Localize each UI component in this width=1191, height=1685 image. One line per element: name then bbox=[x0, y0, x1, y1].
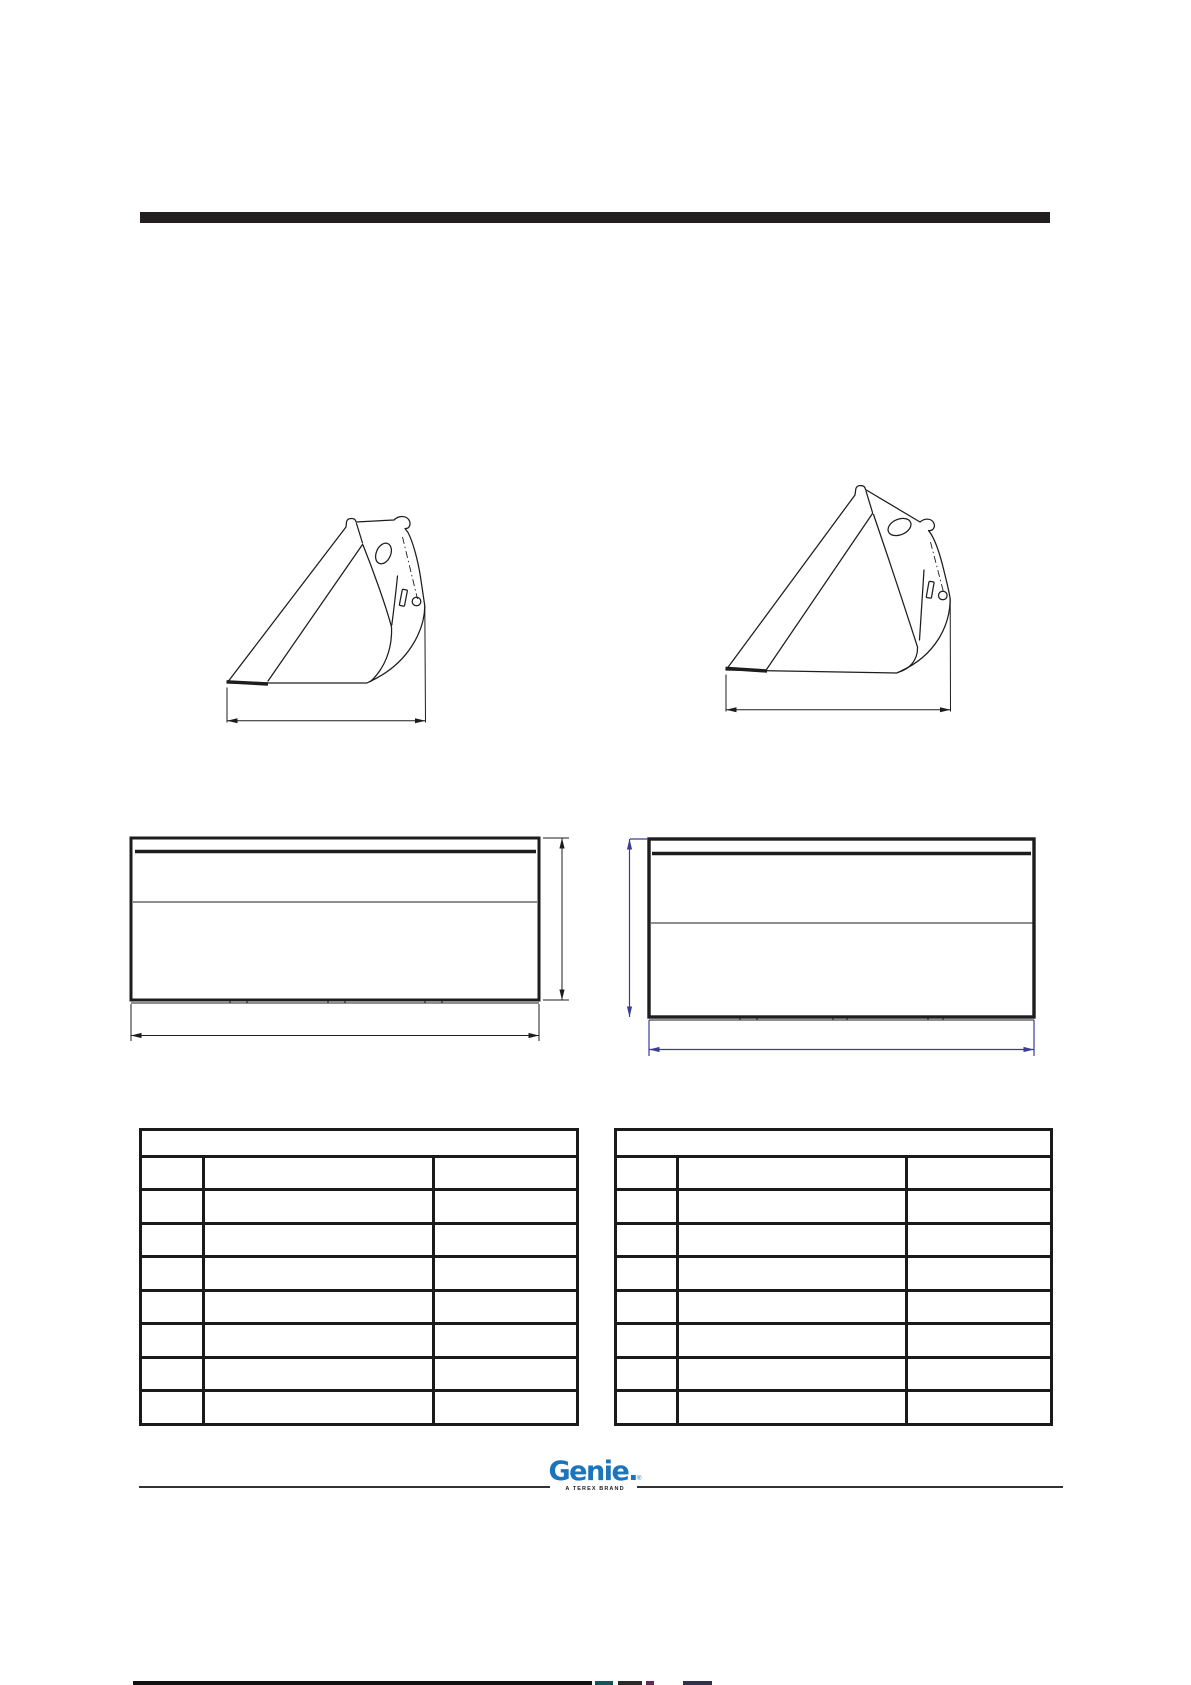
page-edge-artifact-bar bbox=[133, 1681, 592, 1685]
width-dimension bbox=[131, 1004, 539, 1041]
table-cell bbox=[906, 1324, 1051, 1358]
bucket-inner-diagonal bbox=[268, 545, 363, 682]
table-cell bbox=[203, 1223, 433, 1257]
table-cell bbox=[615, 1324, 677, 1358]
table-cell bbox=[433, 1324, 577, 1358]
bucket-side-view-left bbox=[200, 460, 450, 735]
table-cell bbox=[615, 1223, 677, 1257]
table-cell bbox=[140, 1391, 203, 1425]
table-cell bbox=[203, 1257, 433, 1291]
table-cell bbox=[677, 1290, 906, 1324]
spill-guard-inner-edge bbox=[357, 524, 363, 544]
table-cell bbox=[615, 1391, 677, 1425]
table-cell bbox=[433, 1156, 577, 1190]
bucket-inner-shell bbox=[874, 515, 918, 673]
bracket-lower-edge bbox=[392, 576, 398, 625]
pin-centerline bbox=[931, 542, 944, 592]
table-cell bbox=[906, 1391, 1051, 1425]
registered-mark: ® bbox=[637, 1476, 642, 1482]
table-cell bbox=[203, 1156, 433, 1190]
table-cell bbox=[140, 1324, 203, 1358]
spec-table-right bbox=[614, 1128, 1053, 1426]
page-edge-artifact bbox=[618, 1681, 642, 1685]
table-cell bbox=[906, 1223, 1051, 1257]
lift-hole bbox=[885, 515, 913, 539]
table-row bbox=[615, 1391, 1051, 1425]
bucket-front-view-right bbox=[600, 820, 1070, 1065]
table-row bbox=[140, 1324, 577, 1358]
table-cell bbox=[140, 1290, 203, 1324]
footer-rule-left bbox=[139, 1486, 550, 1488]
table-cell bbox=[140, 1156, 203, 1190]
table-cell bbox=[615, 1357, 677, 1391]
table-cell bbox=[615, 1257, 677, 1291]
genie-tagline: A TEREX BRAND bbox=[565, 1486, 625, 1492]
table-cell bbox=[203, 1324, 433, 1358]
table-row bbox=[140, 1290, 577, 1324]
table-cell bbox=[677, 1391, 906, 1425]
table-row bbox=[140, 1223, 577, 1257]
dim-arrow-right bbox=[940, 707, 951, 712]
table-title-band bbox=[140, 1129, 577, 1156]
table-row bbox=[140, 1391, 577, 1425]
height-dimension bbox=[543, 838, 569, 1000]
page-edge-artifact bbox=[595, 1681, 613, 1685]
table-row bbox=[615, 1156, 1051, 1190]
table-cell bbox=[203, 1391, 433, 1425]
table-cell bbox=[677, 1156, 906, 1190]
table-cell bbox=[203, 1190, 433, 1224]
table-cell bbox=[906, 1156, 1051, 1190]
table-cell bbox=[677, 1223, 906, 1257]
table-row bbox=[140, 1190, 577, 1224]
table-row bbox=[140, 1156, 577, 1190]
extension-line-right bbox=[425, 606, 426, 723]
pin-slot bbox=[926, 581, 934, 598]
table-cell bbox=[906, 1190, 1051, 1224]
table-cell bbox=[140, 1357, 203, 1391]
table-cell bbox=[615, 1156, 677, 1190]
bucket-front-view-left bbox=[110, 820, 590, 1055]
dim-arrow-left bbox=[227, 718, 238, 723]
page-edge-artifact bbox=[683, 1681, 712, 1685]
genie-wordmark: Genie. bbox=[548, 1456, 638, 1487]
table-cell bbox=[615, 1290, 677, 1324]
table-cell bbox=[140, 1190, 203, 1224]
table-cell bbox=[433, 1290, 577, 1324]
table-row bbox=[615, 1257, 1051, 1291]
bucket-side-view-right bbox=[700, 430, 975, 725]
table-row bbox=[615, 1190, 1051, 1224]
page-edge-artifact bbox=[646, 1681, 654, 1685]
table-cell bbox=[906, 1257, 1051, 1291]
section-heading-bar bbox=[140, 212, 1050, 223]
table-cell bbox=[906, 1290, 1051, 1324]
table-cell bbox=[203, 1290, 433, 1324]
spill-guard-inner-edge bbox=[866, 491, 873, 513]
pin-slot bbox=[399, 589, 407, 606]
table-cell bbox=[677, 1257, 906, 1291]
table-row bbox=[140, 1257, 577, 1291]
footer-rule-right bbox=[637, 1486, 1063, 1488]
table-row bbox=[615, 1357, 1051, 1391]
width-dimension-blue bbox=[649, 1020, 1034, 1056]
table-cell bbox=[677, 1357, 906, 1391]
cutting-edge bbox=[227, 682, 269, 684]
lift-hole bbox=[373, 541, 395, 567]
dim-arrow-left bbox=[726, 707, 737, 712]
table-cell bbox=[433, 1257, 577, 1291]
table-cell bbox=[677, 1190, 906, 1224]
table-cell bbox=[433, 1357, 577, 1391]
genie-logo bbox=[545, 1458, 645, 1493]
pin-hole bbox=[412, 597, 421, 606]
table-cell bbox=[615, 1190, 677, 1224]
dim-arrow-right bbox=[415, 718, 426, 723]
table-row bbox=[615, 1324, 1051, 1358]
table-cell bbox=[906, 1357, 1051, 1391]
table-cell bbox=[433, 1190, 577, 1224]
spec-table-left bbox=[139, 1128, 579, 1426]
table-row bbox=[140, 1357, 577, 1391]
table-cell bbox=[677, 1324, 906, 1358]
bracket-lower-edge bbox=[920, 570, 925, 640]
front-outline bbox=[649, 839, 1034, 1017]
table-cell bbox=[203, 1357, 433, 1391]
height-dimension-blue bbox=[627, 839, 648, 1017]
bucket-inner-diagonal bbox=[767, 514, 873, 670]
table-row bbox=[615, 1290, 1051, 1324]
table-row bbox=[615, 1223, 1051, 1257]
table-cell bbox=[140, 1223, 203, 1257]
table-cell bbox=[140, 1257, 203, 1291]
pin-hole bbox=[939, 591, 948, 600]
bucket-inner-shell bbox=[363, 545, 392, 682]
table-cell bbox=[433, 1223, 577, 1257]
table-title-band bbox=[615, 1129, 1051, 1156]
front-outline bbox=[131, 838, 539, 1000]
table-cell bbox=[433, 1391, 577, 1425]
